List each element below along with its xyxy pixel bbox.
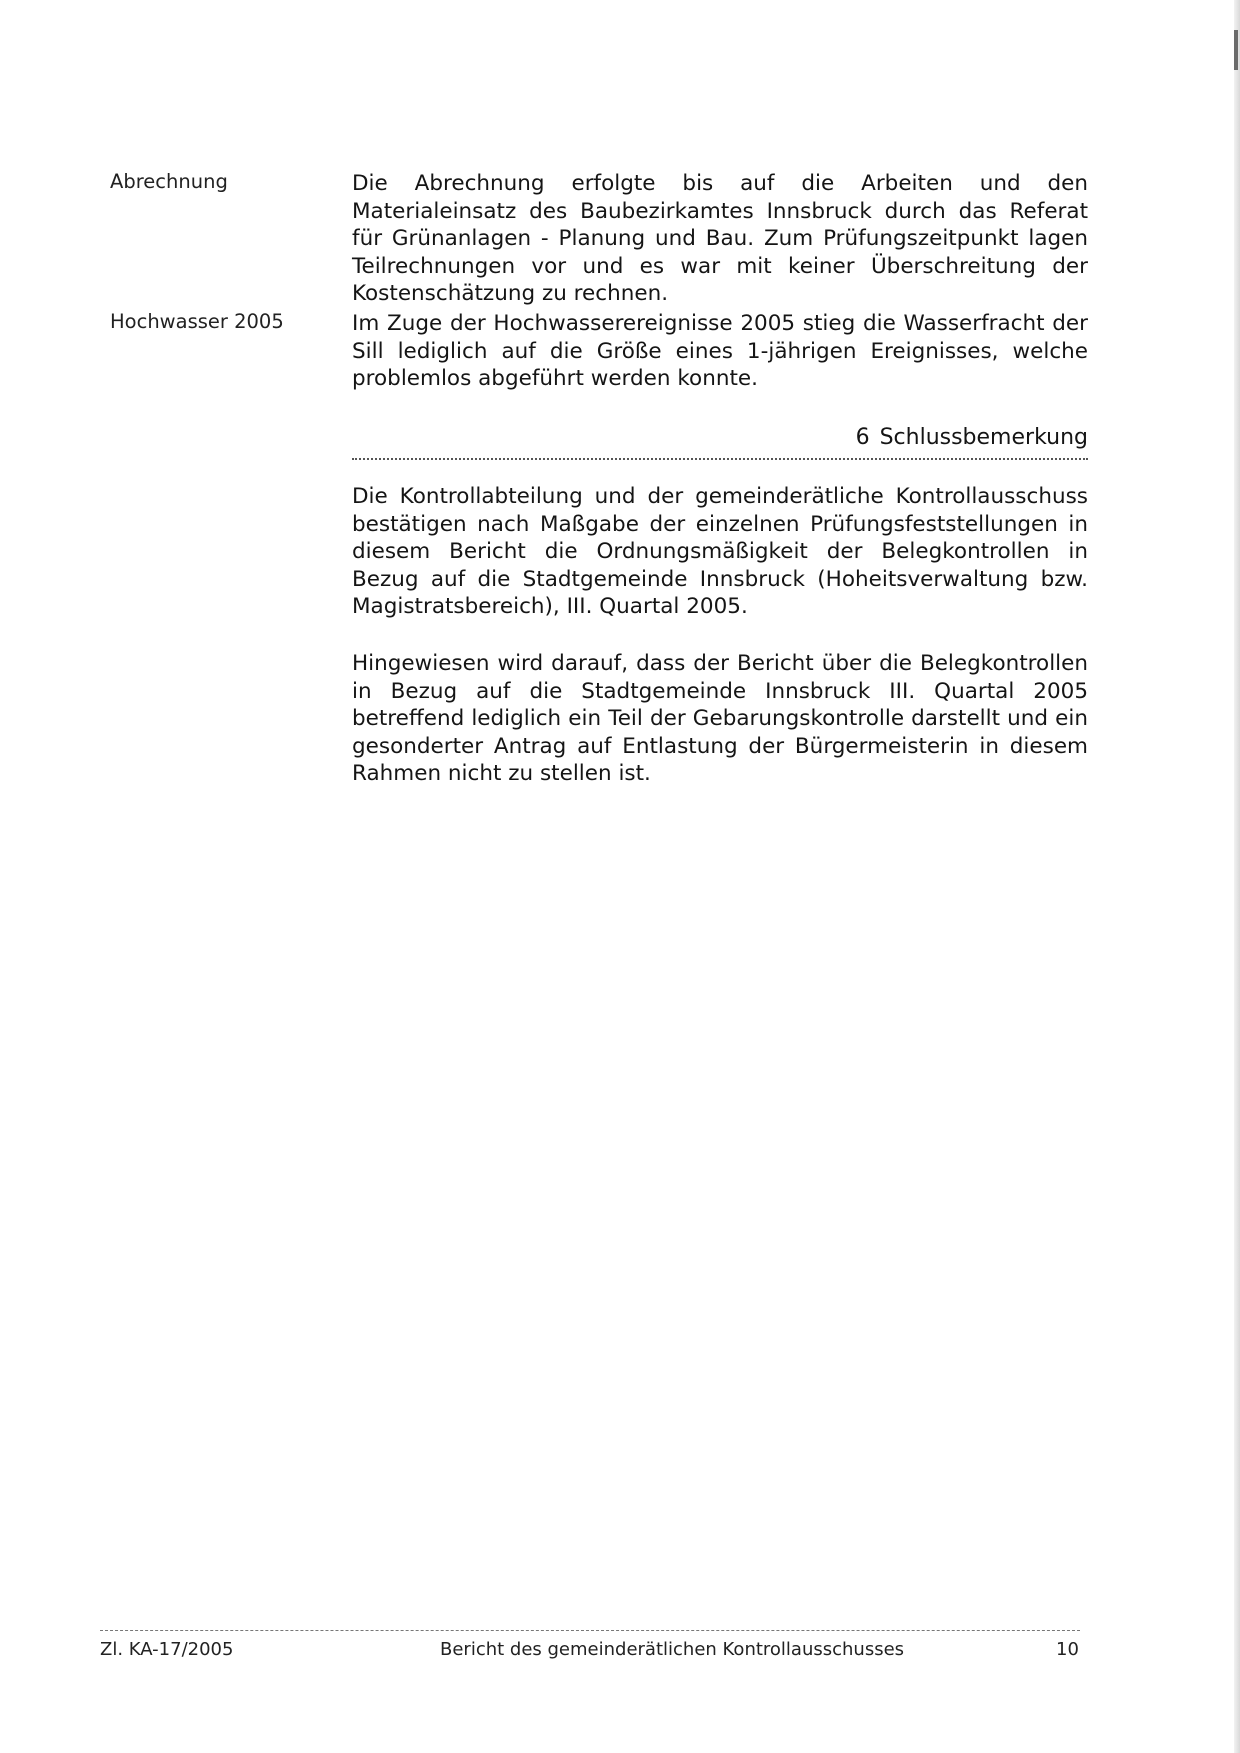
paragraph-abrechnung: Die Abrechnung erfolgte bis auf die Arbeiten und den Materialeinsatz des Baubezirkamtes Innsbruck durch das Referat für Grünanlagen - Planung und Bau. Zum Prüfungszeitpunkt lagen Teilrechnungen vor und es war mit keiner Überschreitung der Kostenschätzung zu rechnen. — [352, 171, 1088, 306]
chapter-heading-rule — [352, 424, 1088, 460]
chapter-title: Schlussbemerkung — [879, 425, 1088, 450]
margin-label-hochwasser: Hochwasser 2005 — [110, 310, 284, 333]
paragraph-conclusion-2: Hingewiesen wird darauf, dass der Bericht über die Belegkontrollen in Bezug auf die Stadtgemeinde Innsbruck III. Quartal 2005 betreffend lediglich ein Teil der Gebarungskontrolle darstellt und ein gesonderter Antrag auf Entlastung der Bürgermeisterin in diesem Rahmen nicht zu stellen ist. — [352, 651, 1088, 786]
margin-label-abrechnung: Abrechnung — [110, 170, 228, 193]
footer-reference: Zl. KA-17/2005 — [100, 1639, 234, 1660]
scan-mark — [1234, 30, 1238, 70]
chapter-number: 6 — [855, 425, 870, 450]
scan-edge — [1234, 0, 1240, 1753]
chapter-heading — [856, 424, 1088, 452]
page-number: 10 — [1056, 1639, 1079, 1660]
paragraph-conclusion-1: Die Kontrollabteilung und der gemeinderätliche Kontrollausschuss bestätigen nach Maßgabe der einzelnen Prüfungsfeststellungen in diesem Bericht die Ordnungsmäßigkeit der Belegkontrollen in Bezug auf die Stadtgemeinde Innsbruck (Hoheitsverwaltung bzw. Magistratsbereich), III. Quartal 2005. — [352, 484, 1088, 619]
paragraph-hochwasser: Im Zuge der Hochwasserereignisse 2005 stieg die Wasserfracht der Sill lediglich auf die Größe eines 1-jährigen Ereignisses, welche problemlos abgeführt werden konnte. — [352, 311, 1088, 391]
footer-title: Bericht des gemeinderätlichen Kontrollausschusses — [440, 1639, 905, 1660]
footer-rule — [100, 1630, 1080, 1631]
